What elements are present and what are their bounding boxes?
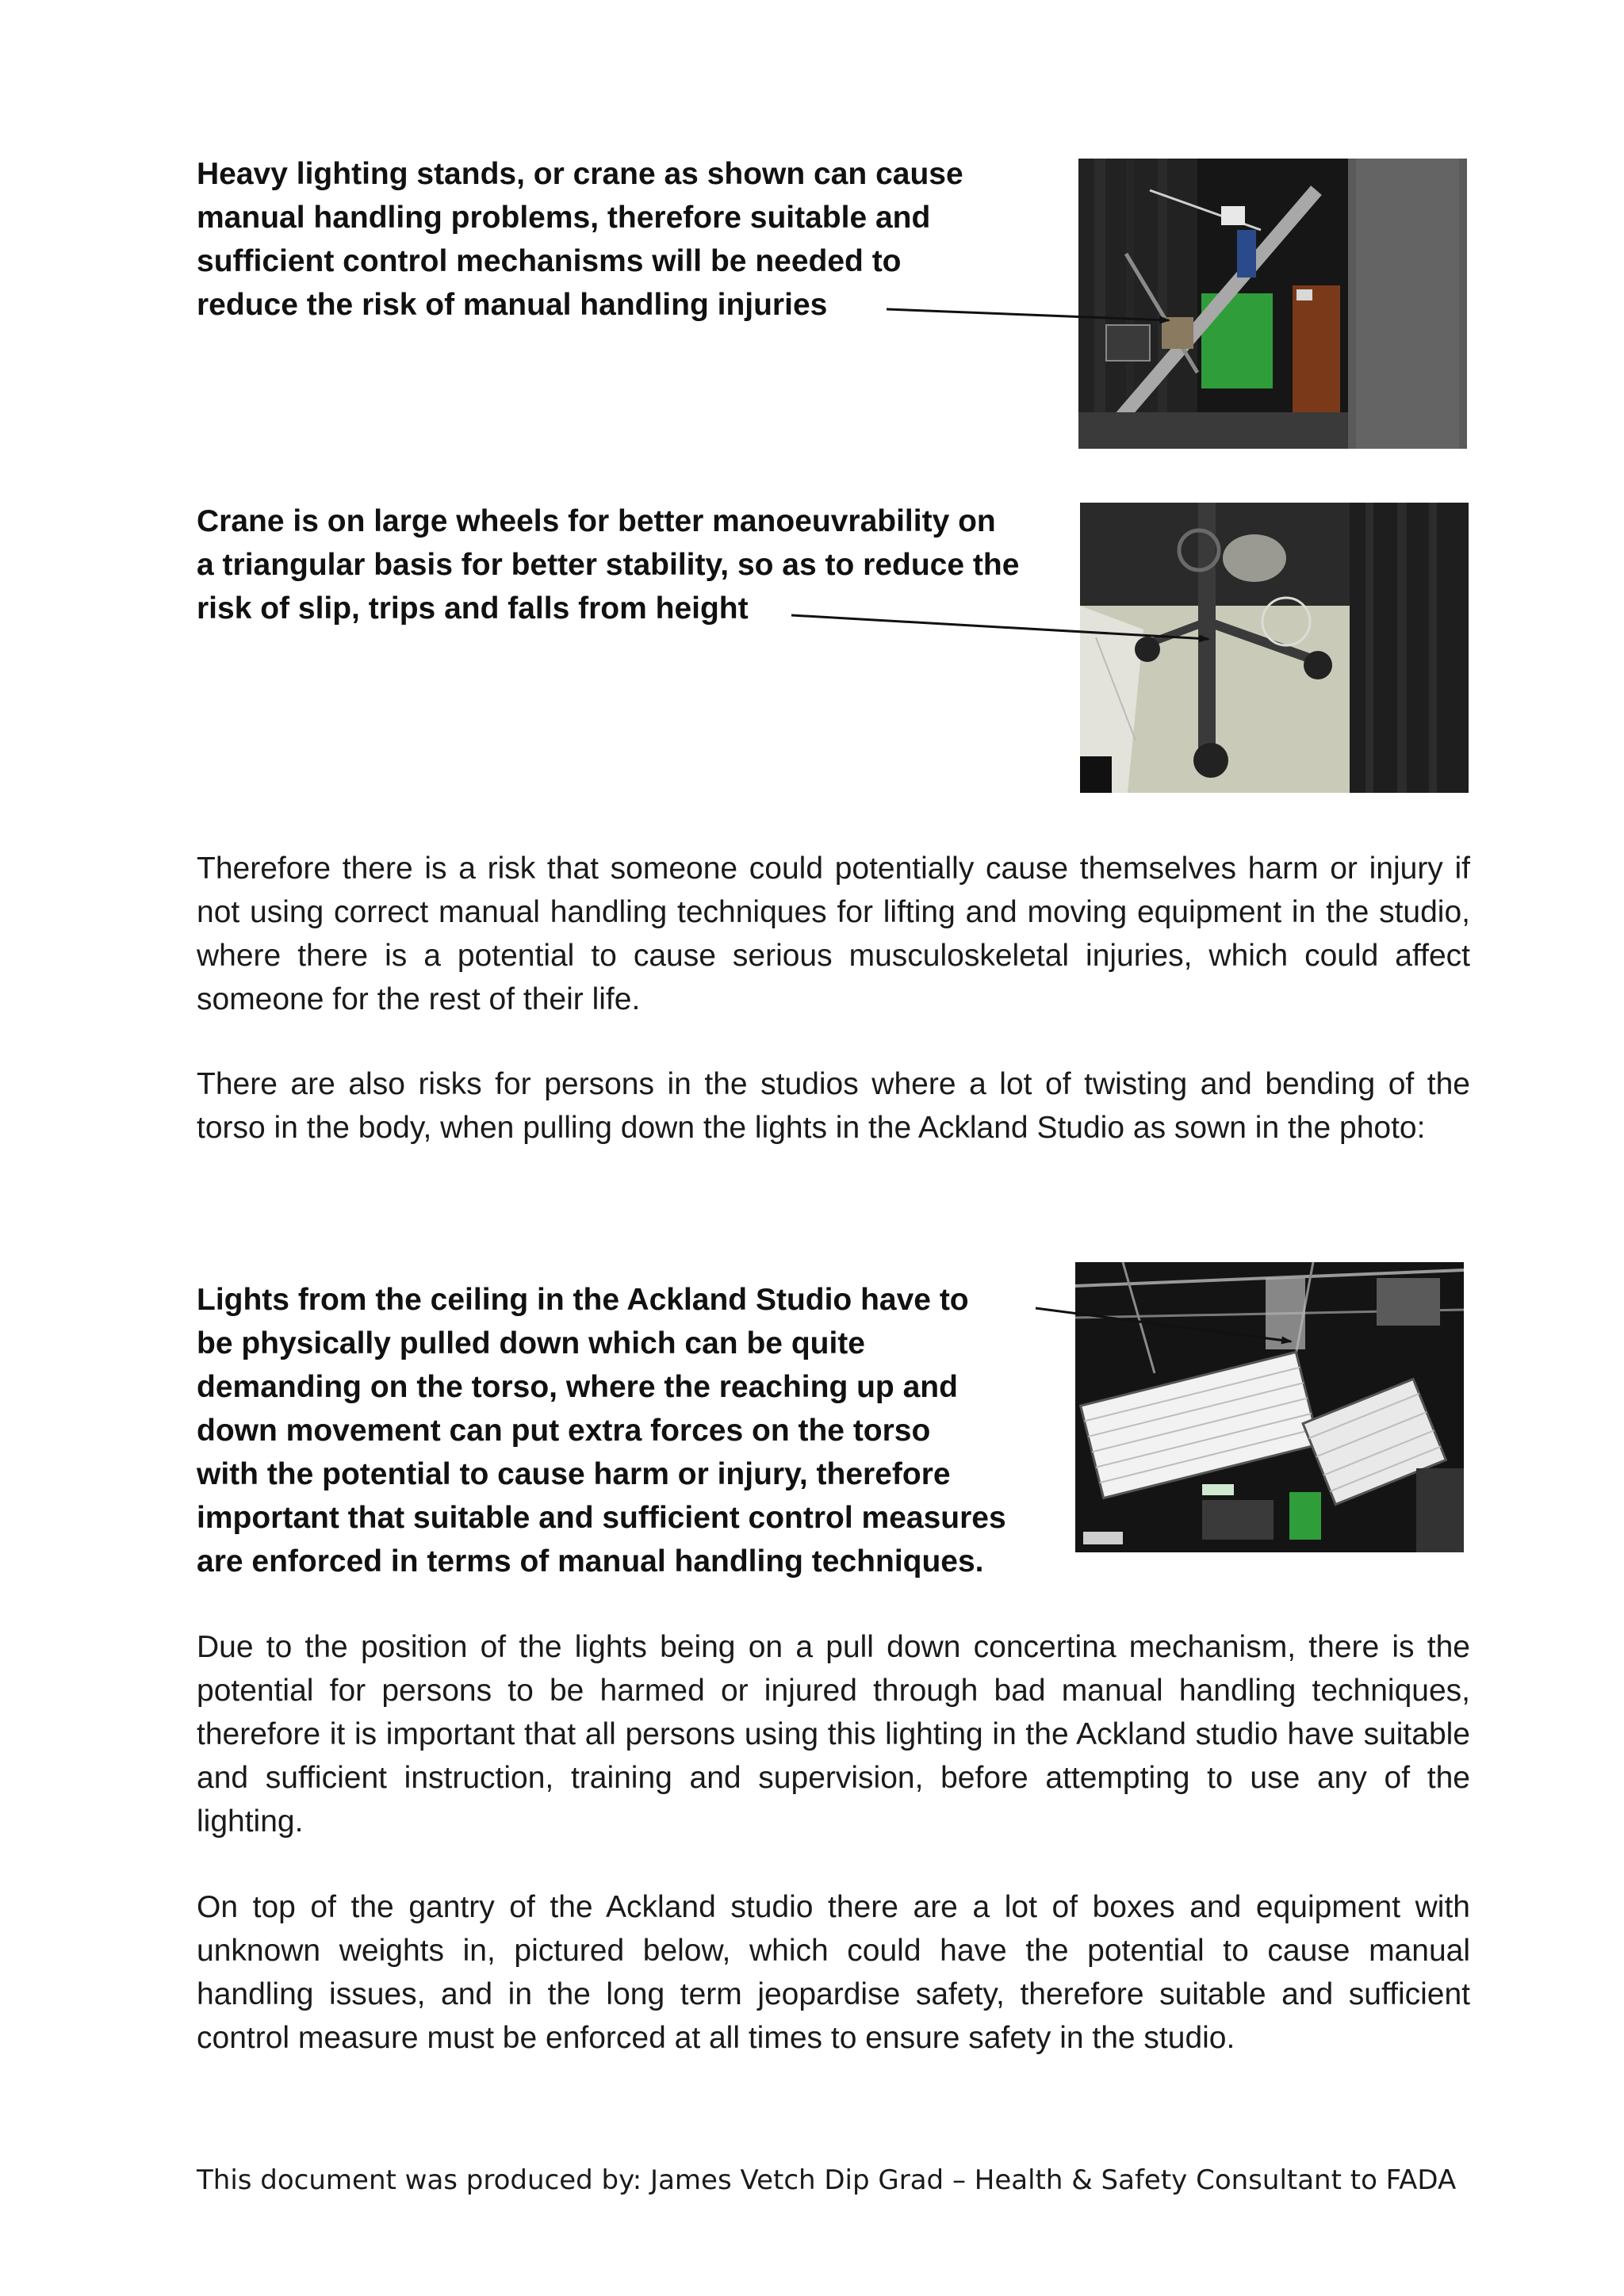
caption-line: down movement can put extra forces on the torso	[197, 1414, 931, 1448]
caption-line: with the potential to cause harm or injury, therefore	[197, 1457, 951, 1491]
caption-line: are enforced in terms of manual handling techniques.	[197, 1544, 984, 1578]
caption-line: Heavy lighting stands, or crane as shown can cause	[197, 157, 963, 191]
paragraph-risk: Therefore there is a risk that someone could potentially cause themselves harm or injury if not using correct manual handling techniques for lifting and moving equipment in the studio, where there is a potential to cause serious musculoskeletal injuries, which could affect someone for the rest of their life.	[197, 851, 1470, 1016]
caption-line: reduce the risk of manual handling injuries	[197, 288, 828, 322]
paragraph-gantry: On top of the gantry of the Ackland studio there are a lot of boxes and equipment with unknown weights in, pictured below, which could have the potential to cause manual handling issues, and in the long term jeopardise safety, therefore suitable and sufficient control measure must be enforced at all times to ensure safety in the studio.	[197, 1890, 1470, 2055]
caption-line: important that suitable and sufficient control measures	[197, 1501, 1006, 1535]
paragraph-twisting: There are also risks for persons in the studios where a lot of twisting and bending of the torso in the body, when pulling down the lights in the Ackland Studio as sown in the photo:	[197, 1067, 1470, 1145]
caption-line: demanding on the torso, where the reaching up and	[197, 1370, 958, 1404]
caption-line: be physically pulled down which can be quite	[197, 1326, 865, 1360]
crane-photo	[1078, 159, 1467, 449]
paragraph-concertina: Due to the position of the lights being on a pull down concertina mechanism, there is the potential for persons to be harmed or injured through bad manual handling techniques, therefore it is important that all persons using this lighting in the Ackland studio have suitable and sufficient instruction, training and supervision, before attempting to use any of the lighting.	[197, 1630, 1470, 1839]
caption-line: sufficient control mechanisms will be needed to	[197, 244, 902, 278]
caption-ceiling-lights	[197, 1278, 1006, 1583]
crane-wheels-photo	[1080, 503, 1469, 793]
caption-line: Crane is on large wheels for better manoeuvrability on	[197, 504, 996, 538]
caption-line: Lights from the ceiling in the Ackland Studio have to	[197, 1283, 969, 1317]
ceiling-lights-photo	[1075, 1262, 1464, 1552]
caption-line: a triangular basis for better stability, so as to reduce the	[197, 548, 1020, 582]
caption-crane-stands	[197, 152, 963, 327]
document-footer: This document was produced by: James Vetch Dip Grad – Health & Safety Consultant to FADA	[197, 2164, 1457, 2196]
caption-crane-wheels	[197, 499, 1019, 630]
caption-line: manual handling problems, therefore suitable and	[197, 201, 931, 235]
caption-line: risk of slip, trips and falls from height	[197, 591, 749, 626]
